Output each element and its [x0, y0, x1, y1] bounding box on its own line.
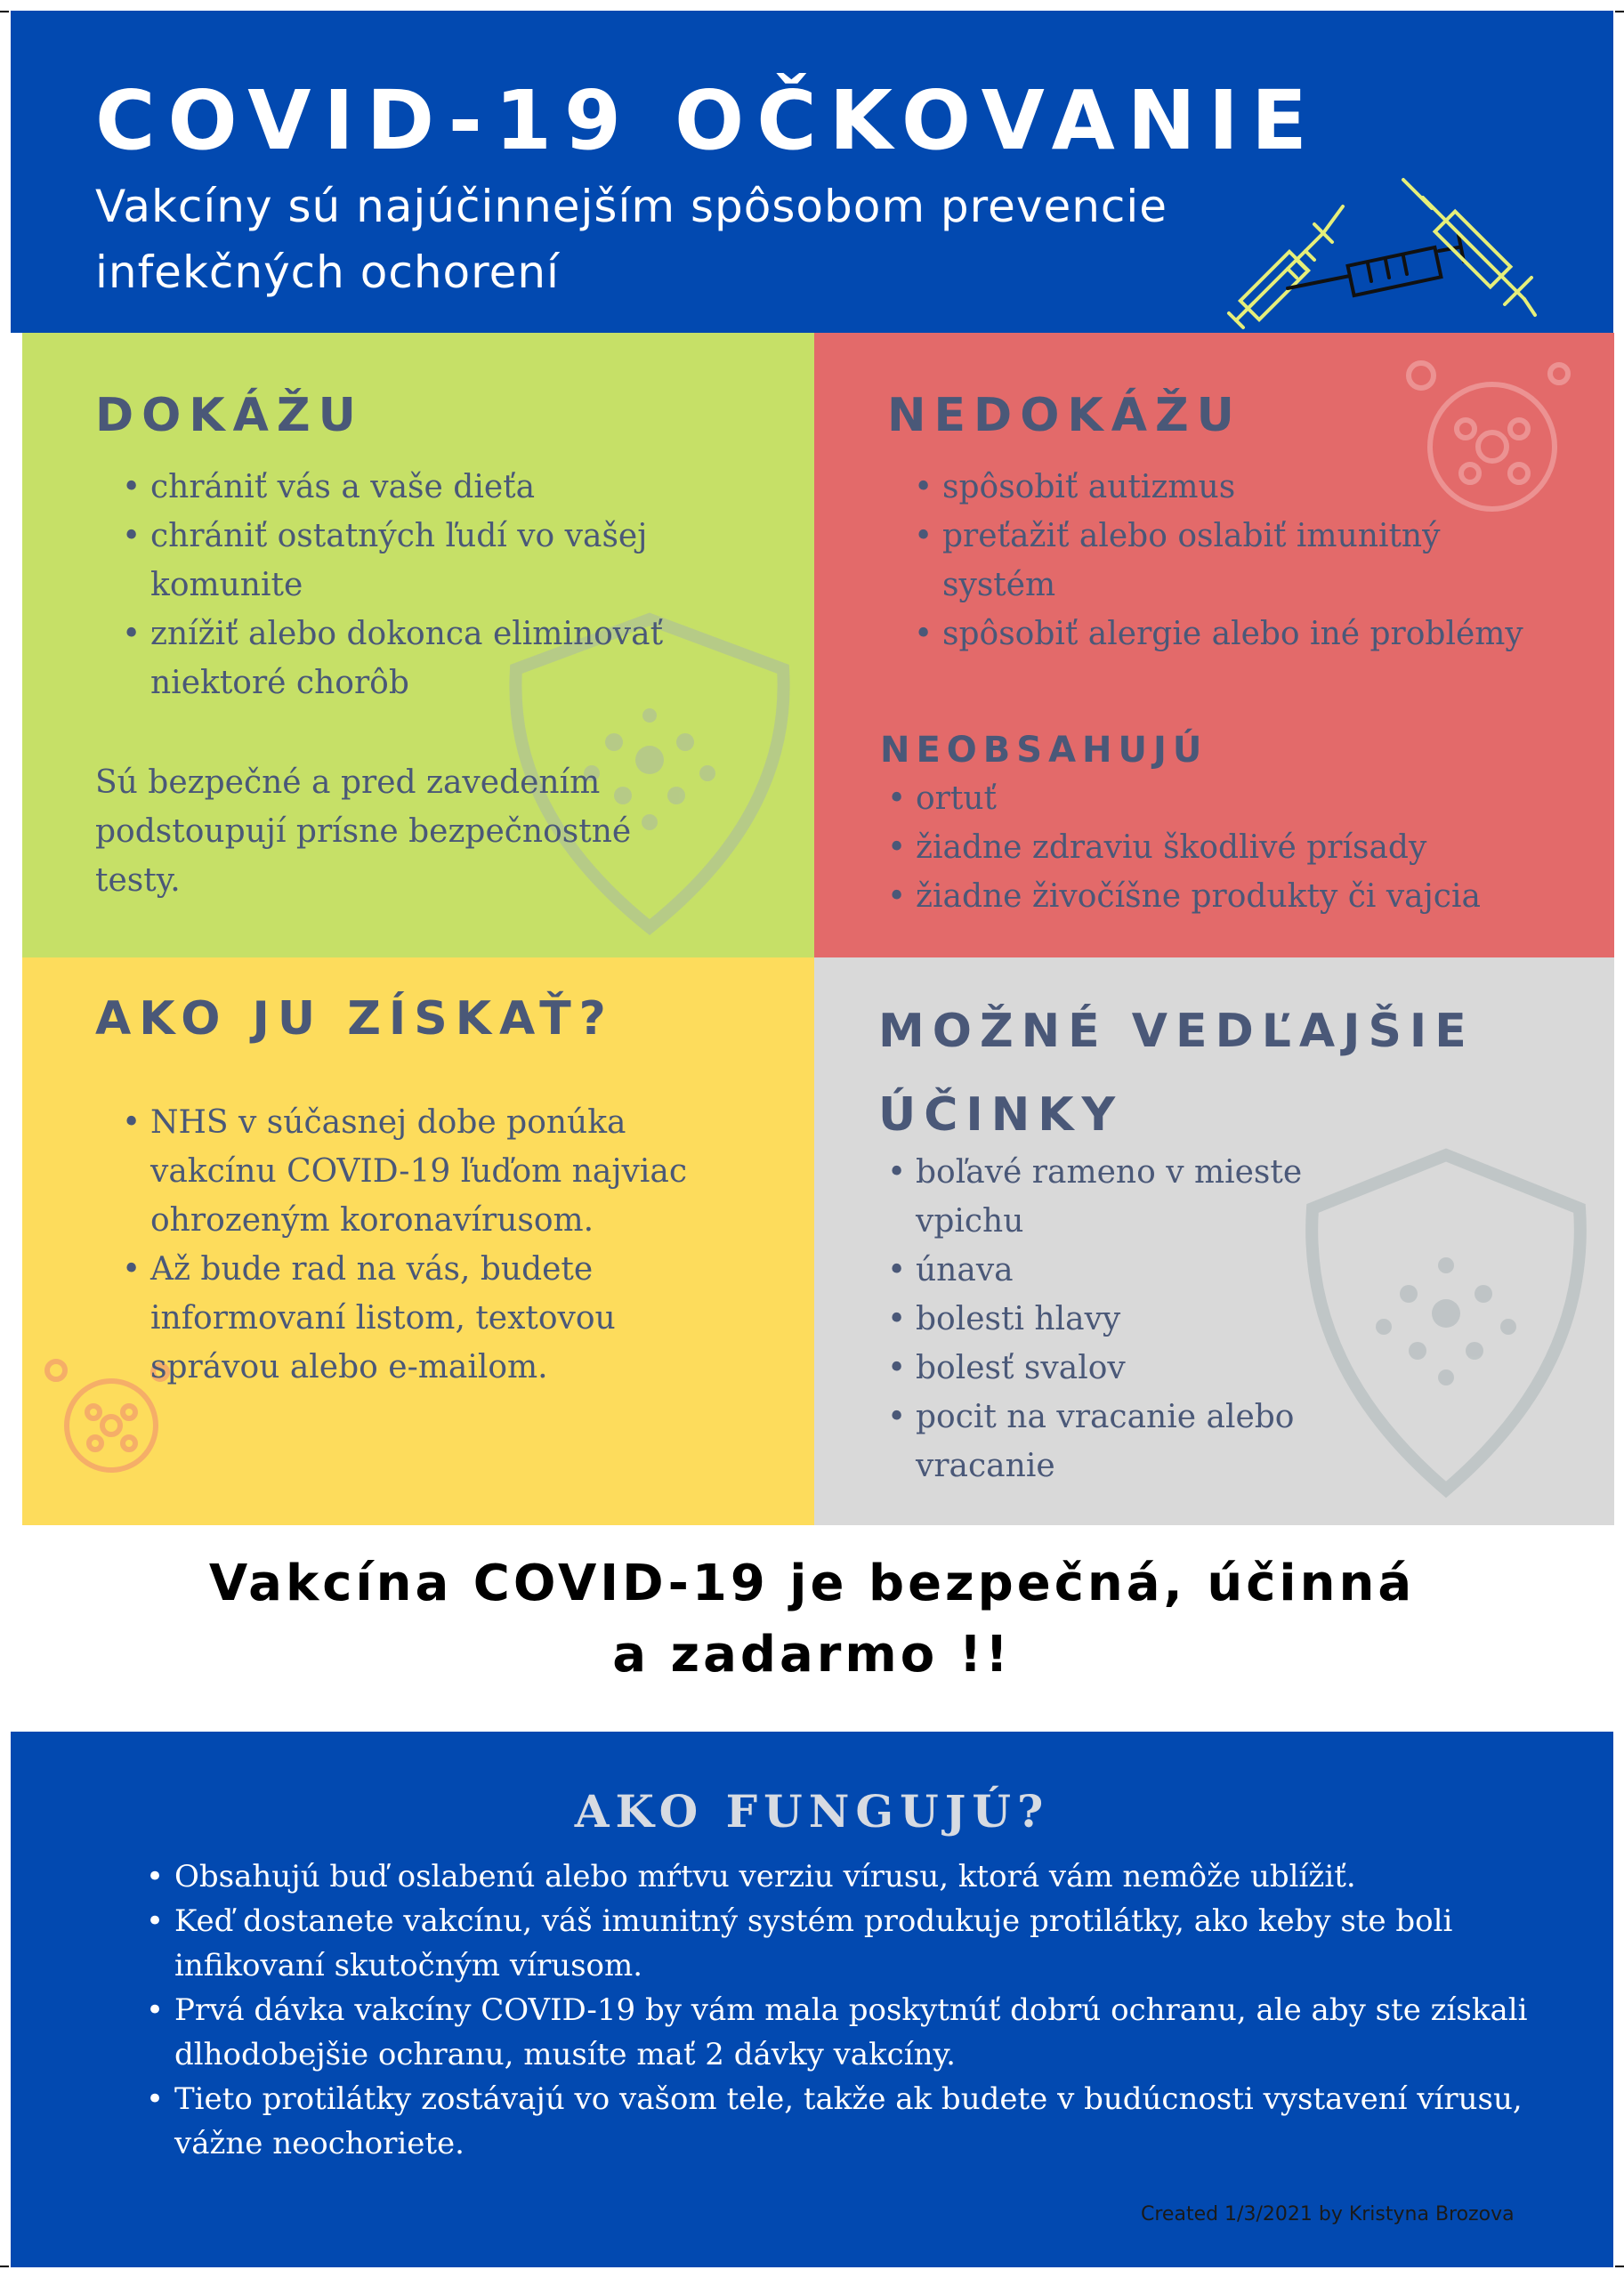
get-heading: AKO JU ZÍSKAŤ? [95, 992, 614, 1046]
list-item: • bolesť svalov [885, 1344, 1357, 1393]
contains-list [885, 774, 1606, 921]
list-item: • ortuť [885, 774, 1606, 823]
contains-heading: NEOBSAHUJÚ [880, 730, 1208, 771]
list-item: • pocit na vracanie alebo vracanie [885, 1393, 1357, 1490]
crop-mark-top-right [1615, 11, 1624, 12]
page-subtitle: Vakcíny sú najúčinnejším spôsobom prevencie infekčných ochorení [95, 181, 1168, 298]
list-item: • Keď dostanete vakcínu, váš imunitný systém produkuje protilátky, ako keby ste boli infikovaní skutočným vírusom. [144, 1899, 1532, 1988]
cannot-heading: NEDOKÁŽU [887, 389, 1242, 442]
can-panel [22, 333, 814, 957]
how-heading: AKO FUNGUJÚ? [574, 1785, 1050, 1838]
list-item: • spôsobiť alergie alebo iné problémy [912, 610, 1606, 658]
side-effects-panel [814, 957, 1614, 1525]
list-item: • Prvá dávka vakcíny COVID-19 by vám mala poskytnúť dobrú ochranu, ale aby ste získali dlhodobejšie ochranu, musíte mať 2 dávky vakcíny. [144, 1988, 1532, 2077]
how-it-works-panel [11, 1732, 1613, 2267]
list-item: • spôsobiť autizmus [912, 463, 1606, 512]
how-list [144, 1854, 1532, 2166]
can-note: Sú bezpečné a pred zavedením podstoupují prísne bezpečnostné testy. [95, 764, 632, 899]
list-item: • znížiť alebo dokonca eliminovať niektoré chorôb [120, 610, 779, 707]
page-title: COVID-19 OČKOVANIE [95, 73, 1320, 168]
cannot-panel [814, 333, 1614, 957]
crop-mark-top-left [0, 11, 9, 12]
list-item: • žiadne živočíšne produkty či vajcia [885, 872, 1606, 921]
slogan: Vakcína COVID-19 je bezpečná, účinná a zadarmo !! [208, 1555, 1416, 1684]
credit-line: Created 1/3/2021 by Kristyna Brozova [1141, 2203, 1515, 2225]
list-item: • Obsahujú buď oslabenú alebo mŕtvu verziu vírusu, ktorá vám nemôže ublížiť. [144, 1854, 1532, 1899]
crop-mark-bottom-right [1615, 2266, 1624, 2267]
list-item: • preťažiť alebo oslabiť imunitný systém [912, 512, 1526, 610]
crop-mark-bottom-left [0, 2266, 9, 2267]
list-item: • boľavé rameno v mieste vpichu [885, 1148, 1357, 1246]
get-panel [22, 957, 814, 1525]
can-list [120, 463, 779, 707]
side-effects-list [885, 1148, 1357, 1490]
list-item: • chrániť vás a vaše dieťa [120, 463, 779, 512]
can-heading: DOKÁŽU [95, 389, 364, 442]
list-item: • chrániť ostatných ľudí vo vašej komunite [120, 512, 779, 610]
get-list [120, 1098, 707, 1392]
syringe-icon [1225, 171, 1546, 331]
list-item: • NHS v súčasnej dobe ponúka vakcínu COVID-19 ľuďom najviac ohrozeným koronavírusom. [120, 1098, 707, 1245]
list-item: • žiadne zdraviu škodlivé prísady [885, 823, 1606, 872]
list-item: • bolesti hlavy [885, 1295, 1357, 1344]
list-item: • únava [885, 1246, 1357, 1295]
header-banner [11, 11, 1613, 333]
cannot-list [912, 463, 1606, 658]
list-item: • Až bude rad na vás, budete informovaní listom, textovou správou alebo e-mailom. [120, 1245, 707, 1392]
side-effects-heading: MOŽNÉ VEDĽAJŠIE ÚČINKY [878, 1005, 1475, 1142]
list-item: • Tieto protilátky zostávajú vo vašom tele, takže ak budete v budúcnosti vystavení vírusu, vážne neochoriete. [144, 2077, 1532, 2166]
